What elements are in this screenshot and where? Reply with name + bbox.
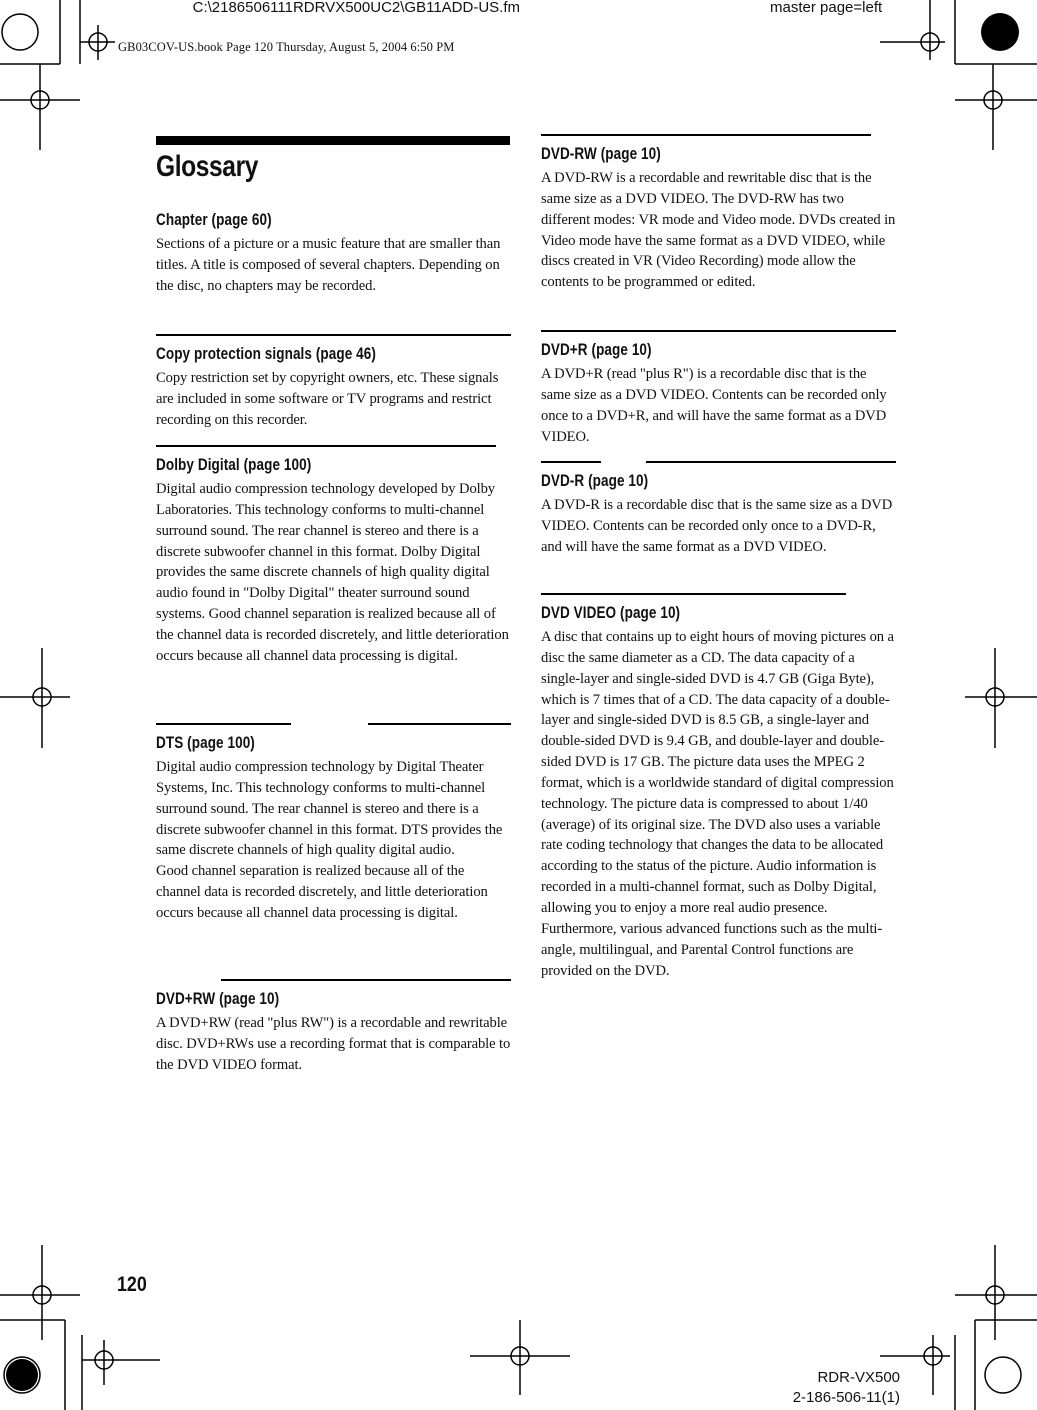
entry-divider bbox=[646, 461, 896, 463]
page-number: 120 bbox=[117, 1273, 147, 1296]
glossary-entry-dvd-rw bbox=[541, 143, 896, 293]
entry-definition: A DVD+R (read "plus R") is a recordable disc that is the same size as a DVD VIDEO. Contents can be recorded only once to a DVD+R, and will have the same format as a DVD VIDEO. bbox=[541, 366, 887, 445]
model-info bbox=[760, 1368, 900, 1408]
entry-definition: A disc that contains up to eight hours of moving pictures on a disc the same diameter as a CD. The data capacity of a single-layer and single-sided DVD is 4.7 GB (Giga Byte), which is 7 times that of a CD. The data capacity of a double-layer and single-sided DVD is 8.5 GB, a single-layer and double-sided DVD is 9.4 GB, and double-layer and double-sided DVD is 17 GB. The picture data uses the MPEG 2 format, which is a worldwide standard of digital compression technology. The picture data is compressed to about 1/40 (average) of its original size. The DVD also uses a variable rate coding technology that changes the data to be allocated according to the status of the picture. Audio information is recorded in a multi-channel format, such as Dolby Digital, allowing you to enjoy a more real audio presence. bbox=[541, 629, 894, 916]
entry-divider bbox=[541, 330, 896, 332]
title-rule bbox=[156, 136, 510, 145]
entry-term: Chapter (page 60) bbox=[156, 211, 272, 229]
entry-divider bbox=[368, 723, 511, 725]
entry-divider bbox=[221, 979, 511, 981]
file-path: C:\2186506111RDRVX500UC2\GB11ADD-US.fm bbox=[192, 0, 520, 16]
entry-term: Copy protection signals (page 46) bbox=[156, 345, 376, 363]
entry-definition: A DVD-RW is a recordable and rewritable disc that is the same size as a DVD VIDEO. The DVD-RW has two different modes: VR mode and Video mode. DVDs created in Video mode have the same format as a DVD VIDEO, while discs created in VR (Video Recording) mode allow the contents to be programmed or edited. bbox=[541, 170, 896, 291]
entry-term: DVD+R (page 10) bbox=[541, 341, 652, 359]
glossary-entry-copy-protection bbox=[156, 343, 511, 431]
entry-term: Dolby Digital (page 100) bbox=[156, 456, 312, 474]
entry-term: DTS (page 100) bbox=[156, 734, 255, 752]
entry-definition-continued: Furthermore, various advanced functions such as the multi-angle, multilingual, and Parental Control functions are provided on the DVD. bbox=[541, 920, 883, 979]
glossary-entry-dts bbox=[156, 732, 511, 924]
model-name: RDR-VX500 bbox=[817, 1369, 900, 1386]
master-page-label: master page=left bbox=[770, 0, 883, 16]
entry-definition: Digital audio compression technology developed by Dolby Laboratories. This technology conforms to multi-channel surround sound. The rear channel is stereo and there is a discrete subwoofer channel in this format. Dolby Digital provides the same discrete channels of high quality digital audio found in "Dolby Digital" theater surround sound systems. Good channel separation is realized because all of the channel data is recorded discretely, and little deterioration occurs because all channel data processing is digital. bbox=[156, 481, 509, 664]
glossary-entry-dvd-plus-r bbox=[541, 339, 896, 447]
glossary-entry-dolby-digital bbox=[156, 454, 511, 667]
entry-definition: Digital audio compression technology by Digital Theater Systems, Inc. This technology conforms to multi-channel surround sound. The rear channel is stereo and there is a discrete subwoofer channel in this format. DTS provides the same discrete channels of high quality digital audio. bbox=[156, 759, 503, 859]
page-title: Glossary bbox=[156, 150, 259, 183]
entry-divider bbox=[541, 461, 601, 463]
glossary-entry-chapter bbox=[156, 209, 511, 297]
entry-divider bbox=[156, 723, 291, 725]
entry-divider bbox=[541, 134, 871, 136]
entry-definition: Copy restriction set by copyright owners, etc. These signals are included in some software or TV programs and restrict recording on this recorder. bbox=[156, 370, 499, 428]
entry-divider bbox=[156, 445, 496, 447]
glossary-entry-dvd-video bbox=[541, 602, 896, 981]
glossary-entry-dvd-r bbox=[541, 470, 896, 558]
entry-definition: A DVD-R is a recordable disc that is the same size as a DVD VIDEO. Contents can be recorded only once to a DVD-R, and will have the same format as a DVD VIDEO. bbox=[541, 497, 893, 555]
entry-definition: Sections of a picture or a music feature that are smaller than titles. A title is composed of several chapters. Depending on the disc, no chapters may be recorded. bbox=[156, 236, 501, 294]
entry-definition-continued: Good channel separation is realized because all of the channel data is recorded discretely, and little deterioration occurs because all channel data processing is digital. bbox=[156, 863, 488, 921]
entry-definition: A DVD+RW (read "plus RW") is a recordable and rewritable disc. DVD+RWs use a recording format that is comparable to the DVD VIDEO format. bbox=[156, 1015, 511, 1073]
entry-term: DVD+RW (page 10) bbox=[156, 990, 280, 1008]
entry-term: DVD VIDEO (page 10) bbox=[541, 604, 681, 622]
entry-term: DVD-R (page 10) bbox=[541, 472, 649, 490]
part-number: 2-186-506-11(1) bbox=[792, 1389, 900, 1406]
glossary-entry-dvd-plus-rw bbox=[156, 988, 511, 1076]
entry-divider bbox=[156, 334, 511, 336]
book-info: GB03COV-US.book Page 120 Thursday, August 5, 2004 6:50 PM bbox=[118, 40, 455, 54]
entry-term: DVD-RW (page 10) bbox=[541, 145, 661, 163]
entry-divider bbox=[541, 593, 846, 595]
